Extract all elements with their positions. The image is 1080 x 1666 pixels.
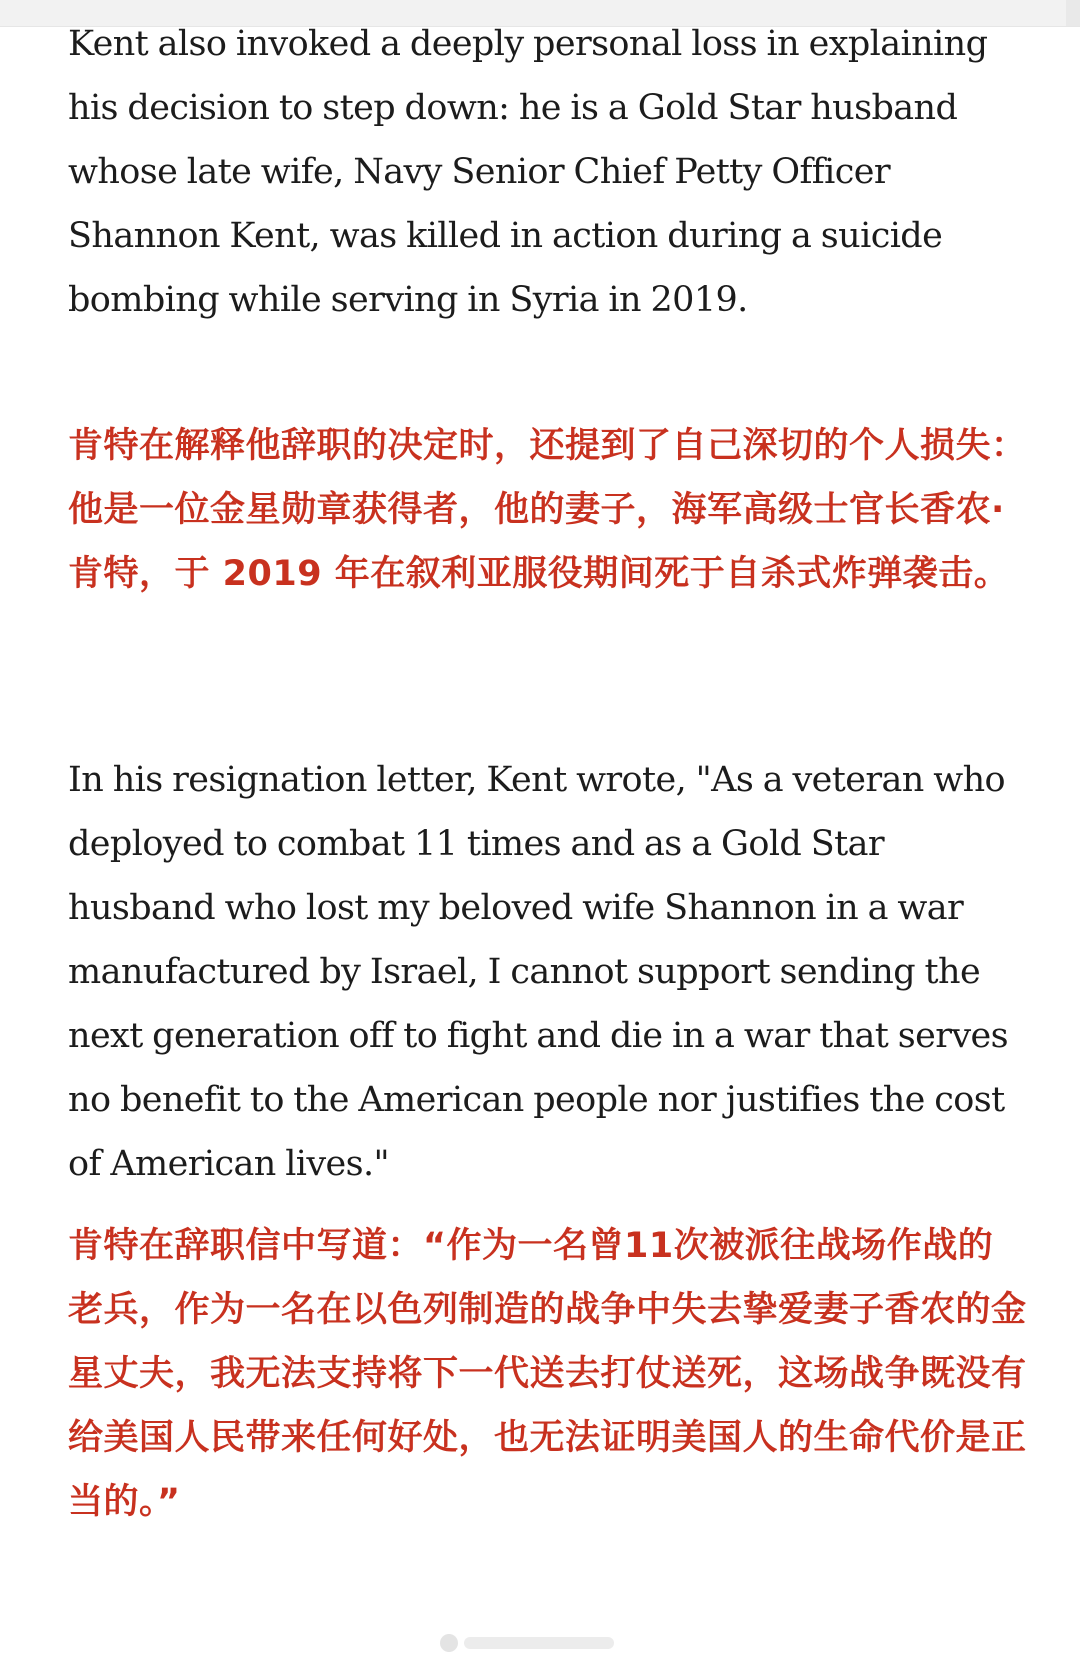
- paragraph-english: Kent also invoked a deeply personal loss in explaining his decision to step down: he is a Gold Star husband whose late wife, Navy Senior Chief Petty Officer Shannon Kent, was killed in action during a suicide bombing while serving in Syria in 2019.: [68, 24, 988, 320]
- paragraph-chinese-translation: 肯特在解释他辞职的决定时，还提到了自己深切的个人损失：他是一位金星勋章获得者，他的妻子，海军高级士官长香农·肯特，于 2019 年在叙利亚服役期间死于自杀式炸弹袭击。: [68, 426, 1027, 594]
- watermark-text: [464, 1637, 614, 1649]
- watermark-icon: [440, 1634, 458, 1652]
- top-bar-edge: [1066, 0, 1080, 26]
- paragraph-chinese-translation: 肯特在辞职信中写道：“作为一名曾11次被派往战场作战的老兵，作为一名在以色列制造的战争中失去挚爱妻子香农的金星丈夫，我无法支持将下一代送去打仗送死，这场战争既没有给美国人民带来任何好处，也无法证明美国人的生命代价是正当的。”: [68, 1226, 1027, 1522]
- watermark: [440, 1632, 640, 1654]
- paragraph-english: In his resignation letter, Kent wrote, "As a veteran who deployed to combat 11 times and as a Gold Star husband who lost my beloved wife Shannon in a war manufactured by Israel, I cannot support sending the next generation off to fight and die in a war that serves no benefit to the American people nor justifies the cost of American lives.": [68, 760, 1009, 1184]
